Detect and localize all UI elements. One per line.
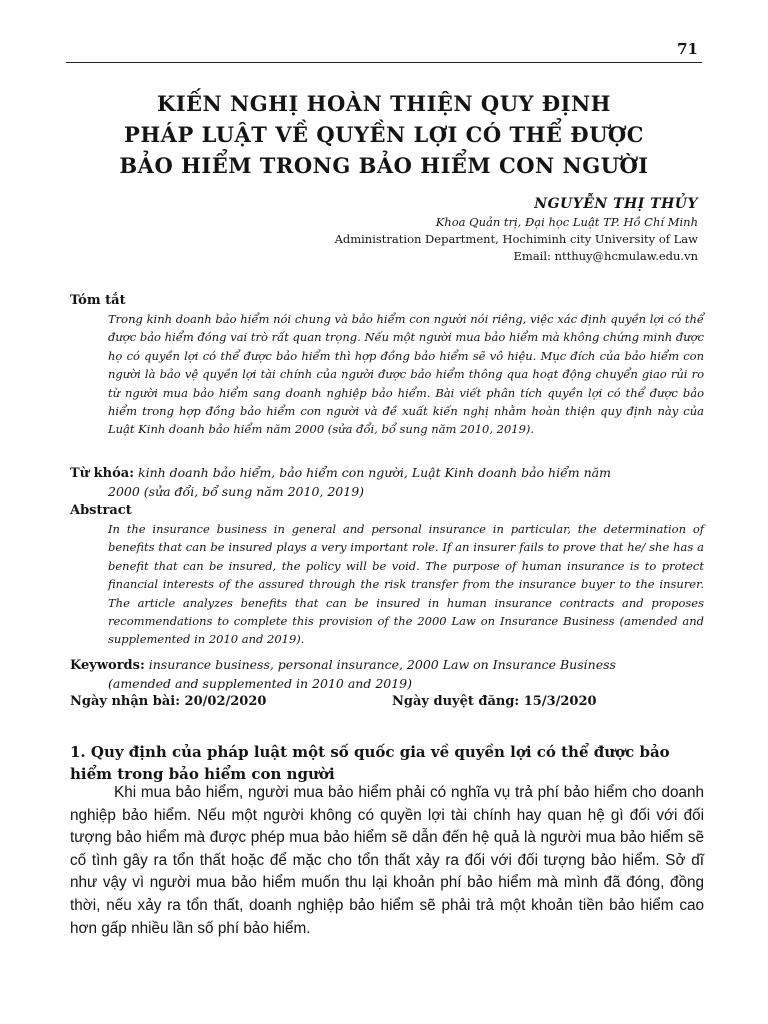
keywords-vi-text-2: 2000 (sửa đổi, bổ sung năm 2010, 2019) xyxy=(108,484,365,500)
dates-row xyxy=(70,692,704,712)
title-line-1: KIẾN NGHỊ HOÀN THIỆN QUY ĐỊNH xyxy=(156,91,612,116)
author-name: NGUYỄN THỊ THỦY xyxy=(534,196,698,212)
section-1-heading: 1. Quy định của pháp luật một số quốc gia về quyền lợi có thể được bảo hiểm trong bảo hiểm con người xyxy=(70,743,670,783)
title-line-3: BẢO HIỂM TRONG BẢO HIỂM CON NGƯỜI xyxy=(119,153,649,178)
title-line-2: PHÁP LUẬT VỀ QUYỀN LỢI CÓ THỂ ĐƯỢC xyxy=(124,122,644,147)
keywords-en xyxy=(70,656,704,694)
keywords-vi-label: Từ khóa: xyxy=(70,466,135,481)
keywords-en-label: Keywords: xyxy=(70,658,145,673)
abstract-en xyxy=(70,502,704,649)
received-date: Ngày nhận bài: 20/02/2020 xyxy=(70,694,267,709)
affiliation-en: Administration Department, Hochiminh city University of Law xyxy=(334,232,698,246)
author-block xyxy=(138,194,698,265)
summary-vi xyxy=(70,292,704,439)
keywords-vi-text-1: kinh doanh bảo hiểm, bảo hiểm con người, Luật Kinh doanh bảo hiểm năm xyxy=(138,465,611,480)
keywords-en-text-2: (amended and supplemented in 2010 and 2019) xyxy=(108,676,413,692)
summary-text: Trong kinh doanh bảo hiểm nói chung và bảo hiểm con người nói riêng, việc xác định quyền lợi có thể được bảo hiểm đóng vai trò rất quan trọng. Nếu một người mua bảo hiểm mà không chứng minh được họ có quyền lợi có thể được bảo hiểm thì hợp đồng bảo hiểm sẽ vô hiệu. Mục đích của bảo hiểm con người là bảo vệ quyền lợi tài chính của người được bảo hiểm thông qua hoạt động chuyển giao rủi ro từ người mua bảo hiểm sang doanh nghiệp bảo hiểm. Bài viết phân tích quyền lợi có thể được bảo hiểm trong hợp đồng bảo hiểm con người và đề xuất kiến nghị nhằm hoàn thiện quy định này của Luật Kinh doanh bảo hiểm năm 2000 (sửa đổi, bổ sung năm 2010, 2019). xyxy=(108,312,704,437)
section-1-paragraph: Khi mua bảo hiểm, người mua bảo hiểm phải có nghĩa vụ trả phí bảo hiểm cho doanh nghiệp bảo hiểm. Nếu một người không có quyền lợi tài chính hay quan hệ gì đối với đối tượng bảo hiểm mà được phép mua bảo hiểm sẽ dẫn đến hệ quả là người mua bảo hiểm sẽ cố tình gây ra tổn thất hoặc để mặc cho tổn thất xảy ra đối với đối tượng bảo hiểm. Sở dĩ như vậy vì người mua bảo hiểm muốn thu lại khoản phí bảo hiểm mà mình đã đóng, đồng thời, nếu xảy ra tổn thất, doanh nghiệp bảo hiểm sẽ phải trả một khoản tiền bảo hiểm cao hơn gấp nhiều lần số phí bảo hiểm. xyxy=(70,784,704,937)
author-email[interactable]: Email: ntthuy@hcmulaw.edu.vn xyxy=(513,249,698,263)
abstract-heading: Abstract xyxy=(70,503,132,518)
header-rule xyxy=(66,62,702,63)
summary-heading: Tóm tắt xyxy=(70,293,126,308)
accepted-date: Ngày duyệt đăng: 15/3/2020 xyxy=(392,694,597,709)
keywords-vi xyxy=(70,464,704,502)
affiliation-vi: Khoa Quản trị, Đại học Luật TP. Hồ Chí Minh xyxy=(435,215,698,229)
abstract-text: In the insurance business in general and personal insurance in particular, the determination of benefits that can be insured plays a very important role. If an insurer fails to prove that he/ she has a benefit that can be insured, the policy will be void. The purpose of human insurance is to protect financial interests of the assured through the risk transfer from the insurance buyer to the insurer. The article analyzes benefits that can be insured in human insurance contracts and proposes recommendations to complete this provision of the 2000 Law on Insurance Business (amended and supplemented in 2010 and 2019). xyxy=(108,522,704,647)
article-title xyxy=(60,88,708,181)
keywords-en-text-1: insurance business, personal insurance, 2000 Law on Insurance Business xyxy=(148,657,616,672)
page-number: 71 xyxy=(677,40,698,58)
